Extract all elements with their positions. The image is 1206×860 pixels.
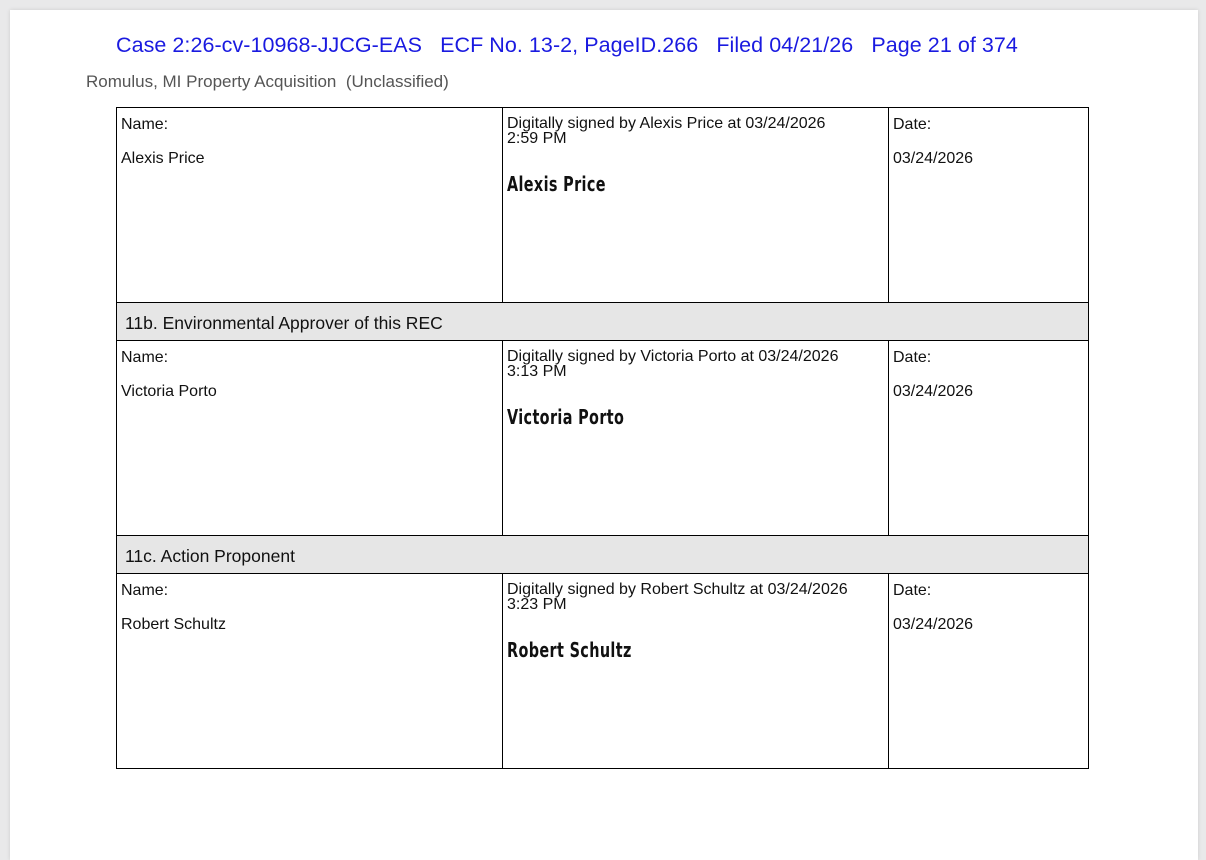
signed-time-line: 3:23 PM (507, 596, 567, 613)
signed-by-line: Digitally signed by Alexis Price at 03/24/2026 (507, 115, 826, 132)
date-label: Date: (893, 582, 932, 599)
section-title: 11b. Environmental Approver of this REC (125, 313, 443, 333)
digital-signature-info (507, 582, 887, 612)
digital-signature-cell (503, 108, 889, 302)
digital-signature-cell (503, 341, 889, 535)
date-label: Date: (893, 116, 932, 133)
digital-signature-info (507, 349, 887, 379)
signed-date: 03/24/2026 (893, 383, 974, 400)
signed-by-line: Digitally signed by Victoria Porto at 03/24/2026 (507, 348, 839, 365)
signature-table (116, 107, 1089, 769)
document-page (10, 10, 1198, 860)
signed-date: 03/24/2026 (893, 616, 974, 633)
name-label: Name: (121, 116, 169, 133)
signer-name: Robert Schultz (121, 616, 226, 633)
signature-mark: Alexis Price (507, 172, 606, 196)
signature-row (117, 574, 1088, 768)
digital-signature-cell (503, 574, 889, 768)
signature-row (117, 341, 1088, 535)
signed-date: 03/24/2026 (893, 150, 974, 167)
signed-time-line: 3:13 PM (507, 363, 567, 380)
signed-time-line: 2:59 PM (507, 130, 567, 147)
section-header-row (117, 535, 1088, 574)
name-cell (117, 574, 503, 768)
name-label: Name: (121, 582, 169, 599)
date-cell (889, 574, 1088, 768)
signature-mark: Victoria Porto (507, 405, 625, 429)
name-label: Name: (121, 349, 169, 366)
name-cell (117, 108, 503, 302)
name-cell (117, 341, 503, 535)
signer-name: Victoria Porto (121, 383, 217, 400)
document-subtitle: Romulus, MI Property Acquisition (Unclassified) (86, 72, 449, 91)
digital-signature-info (507, 116, 887, 146)
date-cell (889, 108, 1088, 302)
date-label: Date: (893, 349, 932, 366)
case-header: Case 2:26-cv-10968-JJCG-EAS ECF No. 13-2, PageID.266 Filed 04/21/26 Page 21 of 374 (116, 33, 1018, 57)
section-title: 11c. Action Proponent (125, 546, 295, 566)
signature-mark: Robert Schultz (507, 638, 632, 662)
section-header-row (117, 302, 1088, 341)
signer-name: Alexis Price (121, 150, 205, 167)
signed-by-line: Digitally signed by Robert Schultz at 03/24/2026 (507, 581, 848, 598)
signature-row (117, 108, 1088, 302)
date-cell (889, 341, 1088, 535)
